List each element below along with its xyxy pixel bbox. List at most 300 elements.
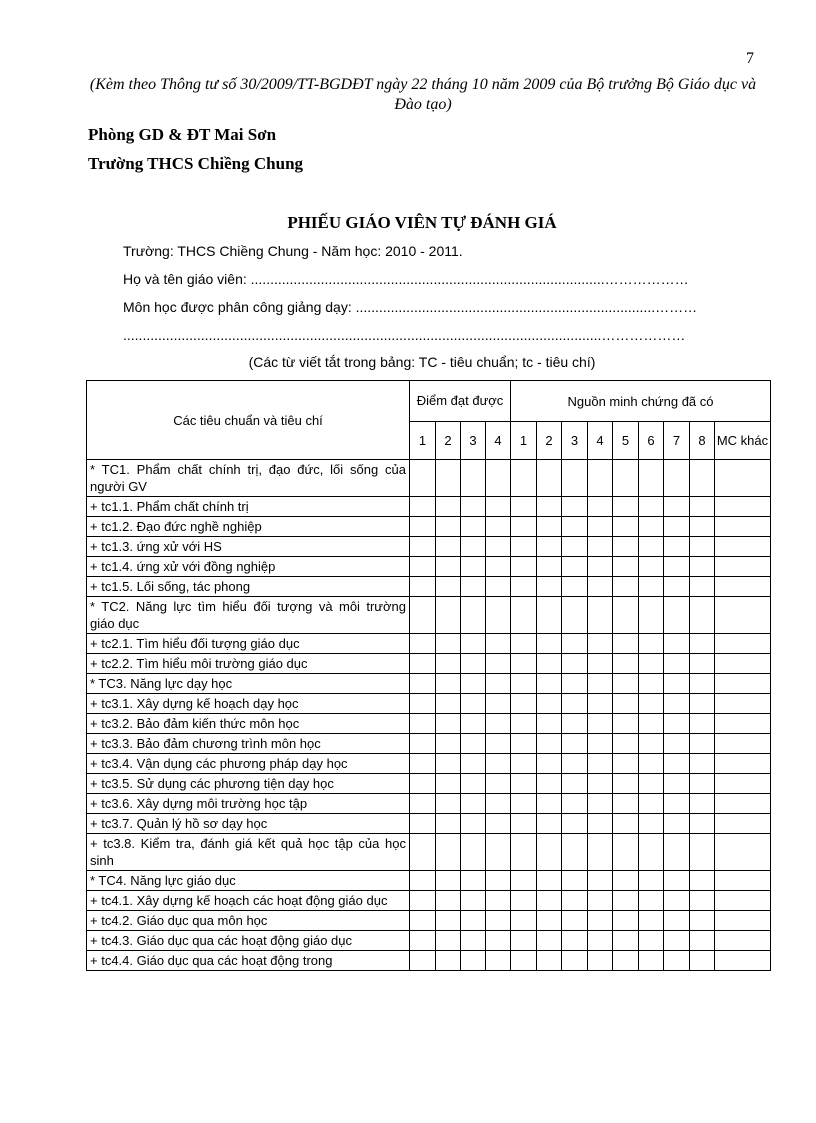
score-cell[interactable] [410, 577, 436, 597]
evidence-cell[interactable] [511, 951, 537, 971]
evidence-cell[interactable] [664, 597, 690, 634]
evidence-cell[interactable] [715, 774, 771, 794]
score-cell[interactable] [436, 714, 461, 734]
evidence-cell[interactable] [690, 557, 715, 577]
score-cell[interactable] [410, 814, 436, 834]
evidence-cell[interactable] [715, 654, 771, 674]
evidence-cell[interactable] [537, 754, 562, 774]
evidence-cell[interactable] [613, 794, 639, 814]
score-cell[interactable] [461, 754, 486, 774]
evidence-cell[interactable] [690, 754, 715, 774]
evidence-cell[interactable] [639, 517, 664, 537]
evidence-cell[interactable] [537, 951, 562, 971]
evidence-cell[interactable] [562, 537, 588, 557]
evidence-cell[interactable] [588, 911, 613, 931]
evidence-cell[interactable] [537, 557, 562, 577]
evidence-cell[interactable] [690, 834, 715, 871]
score-cell[interactable] [486, 734, 511, 754]
evidence-cell[interactable] [511, 774, 537, 794]
evidence-cell[interactable] [639, 497, 664, 517]
evidence-cell[interactable] [715, 891, 771, 911]
evidence-cell[interactable] [664, 497, 690, 517]
score-cell[interactable] [436, 754, 461, 774]
score-cell[interactable] [461, 834, 486, 871]
evidence-cell[interactable] [639, 794, 664, 814]
evidence-cell[interactable] [690, 694, 715, 714]
score-cell[interactable] [461, 734, 486, 754]
evidence-cell[interactable] [613, 497, 639, 517]
score-cell[interactable] [486, 834, 511, 871]
score-cell[interactable] [461, 931, 486, 951]
score-cell[interactable] [410, 754, 436, 774]
evidence-cell[interactable] [588, 460, 613, 497]
score-cell[interactable] [486, 774, 511, 794]
score-cell[interactable] [486, 654, 511, 674]
evidence-cell[interactable] [639, 814, 664, 834]
evidence-cell[interactable] [537, 734, 562, 754]
evidence-cell[interactable] [690, 517, 715, 537]
score-cell[interactable] [461, 597, 486, 634]
evidence-cell[interactable] [639, 694, 664, 714]
evidence-cell[interactable] [537, 597, 562, 634]
evidence-cell[interactable] [511, 714, 537, 734]
evidence-cell[interactable] [613, 517, 639, 537]
evidence-cell[interactable] [639, 577, 664, 597]
evidence-cell[interactable] [511, 814, 537, 834]
score-cell[interactable] [486, 597, 511, 634]
score-cell[interactable] [410, 497, 436, 517]
evidence-cell[interactable] [588, 497, 613, 517]
score-cell[interactable] [436, 674, 461, 694]
evidence-cell[interactable] [639, 537, 664, 557]
evidence-cell[interactable] [613, 951, 639, 971]
evidence-cell[interactable] [639, 654, 664, 674]
evidence-cell[interactable] [690, 774, 715, 794]
score-cell[interactable] [436, 517, 461, 537]
evidence-cell[interactable] [588, 537, 613, 557]
score-cell[interactable] [436, 557, 461, 577]
evidence-cell[interactable] [562, 654, 588, 674]
evidence-cell[interactable] [690, 931, 715, 951]
evidence-cell[interactable] [511, 597, 537, 634]
evidence-cell[interactable] [664, 951, 690, 971]
evidence-cell[interactable] [613, 814, 639, 834]
evidence-cell[interactable] [562, 634, 588, 654]
evidence-cell[interactable] [511, 517, 537, 537]
evidence-cell[interactable] [715, 814, 771, 834]
evidence-cell[interactable] [562, 891, 588, 911]
evidence-cell[interactable] [613, 714, 639, 734]
score-cell[interactable] [436, 794, 461, 814]
evidence-cell[interactable] [715, 694, 771, 714]
score-cell[interactable] [436, 734, 461, 754]
score-cell[interactable] [410, 871, 436, 891]
score-cell[interactable] [486, 931, 511, 951]
evidence-cell[interactable] [511, 674, 537, 694]
evidence-cell[interactable] [537, 674, 562, 694]
evidence-cell[interactable] [690, 734, 715, 754]
evidence-cell[interactable] [588, 634, 613, 654]
evidence-cell[interactable] [613, 577, 639, 597]
evidence-cell[interactable] [715, 597, 771, 634]
evidence-cell[interactable] [537, 634, 562, 654]
score-cell[interactable] [410, 951, 436, 971]
evidence-cell[interactable] [588, 951, 613, 971]
evidence-cell[interactable] [562, 734, 588, 754]
evidence-cell[interactable] [639, 754, 664, 774]
score-cell[interactable] [436, 951, 461, 971]
evidence-cell[interactable] [639, 734, 664, 754]
evidence-cell[interactable] [664, 694, 690, 714]
score-cell[interactable] [410, 834, 436, 871]
score-cell[interactable] [461, 774, 486, 794]
evidence-cell[interactable] [562, 577, 588, 597]
evidence-cell[interactable] [664, 674, 690, 694]
evidence-cell[interactable] [588, 577, 613, 597]
evidence-cell[interactable] [690, 871, 715, 891]
evidence-cell[interactable] [715, 460, 771, 497]
evidence-cell[interactable] [639, 557, 664, 577]
score-cell[interactable] [436, 497, 461, 517]
evidence-cell[interactable] [690, 634, 715, 654]
evidence-cell[interactable] [562, 814, 588, 834]
score-cell[interactable] [461, 654, 486, 674]
evidence-cell[interactable] [613, 597, 639, 634]
score-cell[interactable] [461, 694, 486, 714]
score-cell[interactable] [461, 537, 486, 557]
score-cell[interactable] [410, 774, 436, 794]
evidence-cell[interactable] [664, 754, 690, 774]
score-cell[interactable] [486, 460, 511, 497]
evidence-cell[interactable] [715, 794, 771, 814]
evidence-cell[interactable] [690, 537, 715, 557]
evidence-cell[interactable] [511, 634, 537, 654]
evidence-cell[interactable] [639, 871, 664, 891]
evidence-cell[interactable] [715, 517, 771, 537]
evidence-cell[interactable] [511, 891, 537, 911]
score-cell[interactable] [410, 537, 436, 557]
evidence-cell[interactable] [562, 694, 588, 714]
evidence-cell[interactable] [588, 517, 613, 537]
score-cell[interactable] [461, 814, 486, 834]
evidence-cell[interactable] [588, 674, 613, 694]
evidence-cell[interactable] [511, 460, 537, 497]
evidence-cell[interactable] [562, 951, 588, 971]
evidence-cell[interactable] [639, 634, 664, 654]
evidence-cell[interactable] [562, 674, 588, 694]
evidence-cell[interactable] [715, 557, 771, 577]
evidence-cell[interactable] [537, 931, 562, 951]
score-cell[interactable] [486, 674, 511, 694]
evidence-cell[interactable] [613, 634, 639, 654]
score-cell[interactable] [461, 891, 486, 911]
evidence-cell[interactable] [664, 794, 690, 814]
evidence-cell[interactable] [511, 577, 537, 597]
score-cell[interactable] [410, 674, 436, 694]
score-cell[interactable] [461, 497, 486, 517]
evidence-cell[interactable] [537, 774, 562, 794]
evidence-cell[interactable] [715, 634, 771, 654]
score-cell[interactable] [436, 774, 461, 794]
evidence-cell[interactable] [588, 654, 613, 674]
evidence-cell[interactable] [715, 537, 771, 557]
evidence-cell[interactable] [664, 634, 690, 654]
evidence-cell[interactable] [537, 537, 562, 557]
score-cell[interactable] [461, 714, 486, 734]
evidence-cell[interactable] [639, 834, 664, 871]
evidence-cell[interactable] [562, 794, 588, 814]
evidence-cell[interactable] [690, 911, 715, 931]
evidence-cell[interactable] [537, 911, 562, 931]
evidence-cell[interactable] [639, 931, 664, 951]
score-cell[interactable] [486, 634, 511, 654]
evidence-cell[interactable] [537, 517, 562, 537]
score-cell[interactable] [486, 517, 511, 537]
evidence-cell[interactable] [562, 497, 588, 517]
evidence-cell[interactable] [613, 834, 639, 871]
evidence-cell[interactable] [690, 891, 715, 911]
evidence-cell[interactable] [690, 714, 715, 734]
evidence-cell[interactable] [715, 871, 771, 891]
evidence-cell[interactable] [664, 911, 690, 931]
evidence-cell[interactable] [511, 694, 537, 714]
evidence-cell[interactable] [511, 911, 537, 931]
score-cell[interactable] [461, 557, 486, 577]
evidence-cell[interactable] [511, 497, 537, 517]
evidence-cell[interactable] [690, 497, 715, 517]
score-cell[interactable] [410, 460, 436, 497]
score-cell[interactable] [461, 577, 486, 597]
evidence-cell[interactable] [588, 597, 613, 634]
evidence-cell[interactable] [613, 931, 639, 951]
score-cell[interactable] [461, 634, 486, 654]
score-cell[interactable] [461, 460, 486, 497]
evidence-cell[interactable] [690, 597, 715, 634]
evidence-cell[interactable] [588, 714, 613, 734]
evidence-cell[interactable] [588, 694, 613, 714]
evidence-cell[interactable] [715, 734, 771, 754]
score-cell[interactable] [410, 654, 436, 674]
score-cell[interactable] [486, 951, 511, 971]
evidence-cell[interactable] [639, 891, 664, 911]
evidence-cell[interactable] [588, 931, 613, 951]
score-cell[interactable] [436, 634, 461, 654]
score-cell[interactable] [486, 577, 511, 597]
evidence-cell[interactable] [511, 931, 537, 951]
score-cell[interactable] [486, 911, 511, 931]
evidence-cell[interactable] [715, 497, 771, 517]
evidence-cell[interactable] [613, 911, 639, 931]
score-cell[interactable] [410, 557, 436, 577]
evidence-cell[interactable] [664, 931, 690, 951]
score-cell[interactable] [436, 931, 461, 951]
evidence-cell[interactable] [715, 911, 771, 931]
score-cell[interactable] [486, 557, 511, 577]
evidence-cell[interactable] [588, 794, 613, 814]
evidence-cell[interactable] [537, 834, 562, 871]
evidence-cell[interactable] [588, 734, 613, 754]
score-cell[interactable] [486, 814, 511, 834]
evidence-cell[interactable] [537, 497, 562, 517]
evidence-cell[interactable] [613, 460, 639, 497]
score-cell[interactable] [461, 911, 486, 931]
evidence-cell[interactable] [664, 834, 690, 871]
evidence-cell[interactable] [511, 557, 537, 577]
evidence-cell[interactable] [690, 674, 715, 694]
evidence-cell[interactable] [690, 577, 715, 597]
evidence-cell[interactable] [562, 871, 588, 891]
evidence-cell[interactable] [562, 517, 588, 537]
score-cell[interactable] [436, 911, 461, 931]
score-cell[interactable] [436, 460, 461, 497]
evidence-cell[interactable] [511, 754, 537, 774]
score-cell[interactable] [461, 674, 486, 694]
evidence-cell[interactable] [562, 774, 588, 794]
evidence-cell[interactable] [664, 714, 690, 734]
score-cell[interactable] [436, 577, 461, 597]
evidence-cell[interactable] [639, 460, 664, 497]
evidence-cell[interactable] [613, 674, 639, 694]
evidence-cell[interactable] [537, 694, 562, 714]
evidence-cell[interactable] [613, 734, 639, 754]
evidence-cell[interactable] [664, 774, 690, 794]
evidence-cell[interactable] [715, 714, 771, 734]
evidence-cell[interactable] [664, 537, 690, 557]
evidence-cell[interactable] [511, 834, 537, 871]
score-cell[interactable] [410, 517, 436, 537]
evidence-cell[interactable] [613, 537, 639, 557]
evidence-cell[interactable] [715, 577, 771, 597]
evidence-cell[interactable] [664, 460, 690, 497]
score-cell[interactable] [436, 871, 461, 891]
score-cell[interactable] [410, 794, 436, 814]
score-cell[interactable] [461, 794, 486, 814]
score-cell[interactable] [486, 714, 511, 734]
score-cell[interactable] [486, 754, 511, 774]
evidence-cell[interactable] [664, 814, 690, 834]
evidence-cell[interactable] [588, 814, 613, 834]
score-cell[interactable] [410, 714, 436, 734]
evidence-cell[interactable] [664, 871, 690, 891]
score-cell[interactable] [486, 794, 511, 814]
evidence-cell[interactable] [511, 734, 537, 754]
evidence-cell[interactable] [639, 597, 664, 634]
score-cell[interactable] [436, 814, 461, 834]
score-cell[interactable] [410, 911, 436, 931]
evidence-cell[interactable] [511, 871, 537, 891]
score-cell[interactable] [410, 891, 436, 911]
evidence-cell[interactable] [511, 794, 537, 814]
score-cell[interactable] [410, 634, 436, 654]
score-cell[interactable] [436, 597, 461, 634]
evidence-cell[interactable] [715, 931, 771, 951]
evidence-cell[interactable] [664, 557, 690, 577]
evidence-cell[interactable] [537, 714, 562, 734]
evidence-cell[interactable] [639, 774, 664, 794]
evidence-cell[interactable] [613, 754, 639, 774]
score-cell[interactable] [410, 694, 436, 714]
score-cell[interactable] [410, 597, 436, 634]
score-cell[interactable] [461, 871, 486, 891]
evidence-cell[interactable] [613, 694, 639, 714]
evidence-cell[interactable] [588, 754, 613, 774]
evidence-cell[interactable] [562, 714, 588, 734]
evidence-cell[interactable] [562, 754, 588, 774]
evidence-cell[interactable] [537, 460, 562, 497]
evidence-cell[interactable] [588, 871, 613, 891]
evidence-cell[interactable] [664, 517, 690, 537]
evidence-cell[interactable] [664, 654, 690, 674]
score-cell[interactable] [486, 497, 511, 517]
evidence-cell[interactable] [664, 577, 690, 597]
score-cell[interactable] [486, 537, 511, 557]
score-cell[interactable] [486, 694, 511, 714]
score-cell[interactable] [436, 834, 461, 871]
evidence-cell[interactable] [639, 951, 664, 971]
evidence-cell[interactable] [613, 774, 639, 794]
evidence-cell[interactable] [664, 734, 690, 754]
evidence-cell[interactable] [537, 794, 562, 814]
evidence-cell[interactable] [562, 931, 588, 951]
evidence-cell[interactable] [562, 597, 588, 634]
evidence-cell[interactable] [537, 577, 562, 597]
evidence-cell[interactable] [690, 814, 715, 834]
score-cell[interactable] [410, 931, 436, 951]
evidence-cell[interactable] [588, 834, 613, 871]
evidence-cell[interactable] [690, 654, 715, 674]
evidence-cell[interactable] [715, 754, 771, 774]
evidence-cell[interactable] [639, 674, 664, 694]
evidence-cell[interactable] [511, 654, 537, 674]
score-cell[interactable] [461, 951, 486, 971]
score-cell[interactable] [461, 517, 486, 537]
evidence-cell[interactable] [639, 714, 664, 734]
evidence-cell[interactable] [588, 557, 613, 577]
evidence-cell[interactable] [690, 460, 715, 497]
score-cell[interactable] [486, 871, 511, 891]
evidence-cell[interactable] [562, 460, 588, 497]
score-cell[interactable] [436, 891, 461, 911]
score-col-2: 2 [436, 422, 461, 460]
evidence-cell[interactable] [537, 871, 562, 891]
evidence-cell[interactable] [537, 814, 562, 834]
evidence-cell[interactable] [537, 654, 562, 674]
score-cell[interactable] [436, 694, 461, 714]
score-cell[interactable] [436, 654, 461, 674]
evidence-cell[interactable] [562, 557, 588, 577]
evidence-cell[interactable] [715, 834, 771, 871]
evidence-cell[interactable] [588, 891, 613, 911]
score-cell[interactable] [486, 891, 511, 911]
evidence-cell[interactable] [511, 537, 537, 557]
evidence-cell[interactable] [664, 891, 690, 911]
evidence-cell[interactable] [715, 951, 771, 971]
evidence-cell[interactable] [588, 774, 613, 794]
evidence-cell[interactable] [562, 911, 588, 931]
evidence-cell[interactable] [690, 951, 715, 971]
evidence-cell[interactable] [613, 654, 639, 674]
evidence-cell[interactable] [715, 674, 771, 694]
evidence-cell[interactable] [562, 834, 588, 871]
evidence-cell[interactable] [613, 871, 639, 891]
evidence-cell[interactable] [613, 557, 639, 577]
score-cell[interactable] [410, 734, 436, 754]
score-cell[interactable] [436, 537, 461, 557]
evidence-cell[interactable] [690, 794, 715, 814]
evidence-cell[interactable] [639, 911, 664, 931]
evidence-cell[interactable] [537, 891, 562, 911]
evidence-cell[interactable] [613, 891, 639, 911]
